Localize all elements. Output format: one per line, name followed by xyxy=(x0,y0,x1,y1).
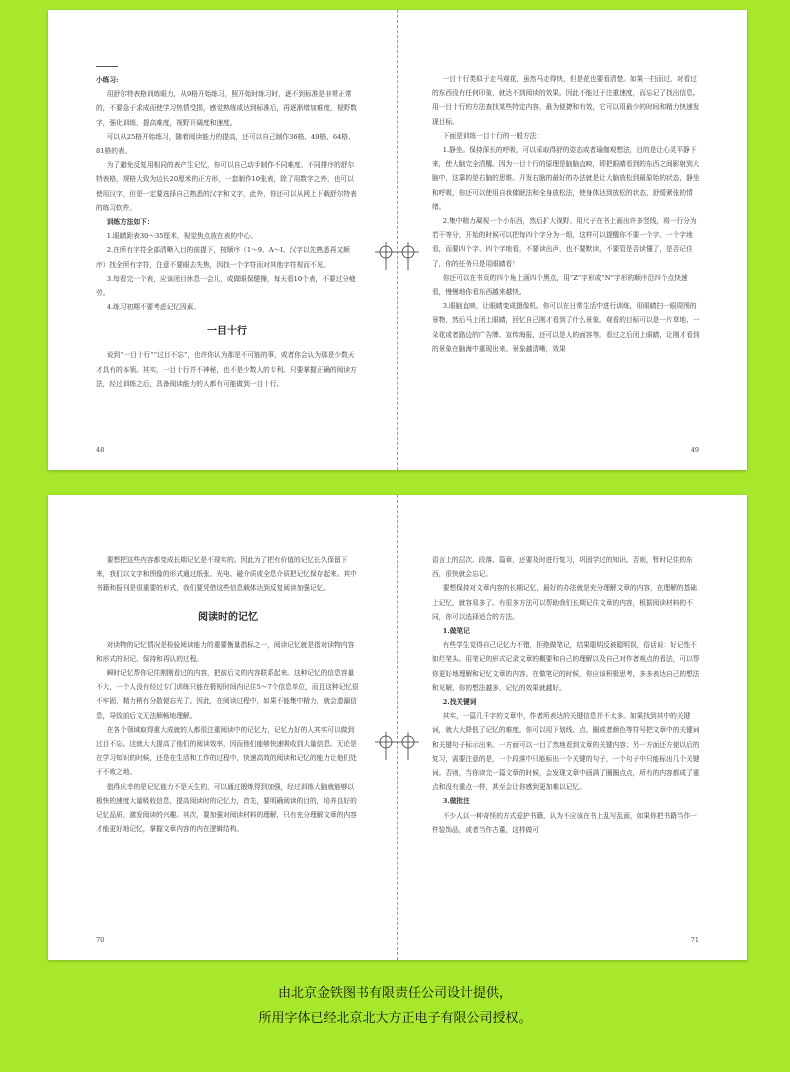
page-number: 49 xyxy=(690,446,699,454)
method-step-1: 1.静坐。保持深长的呼吸，可以采取得舒的姿态或者瑜伽观想法，目的是让心灵平静下来，使大脑完全清醒。因为一目十行的原理是脑脑直映，即把眼睛看到的东西之间影射到大脑中，这靠的是右脑的思维。开发右脑的最好的办法就是让大脑放松到最原始的状态，静坐和呼吸，你还可以使用自我催眠法和全身放松法，使身体达到放松的状态，舒缓紧张的情绪。 xyxy=(432,146,700,211)
page-48 xyxy=(48,10,397,470)
annotate-paragraph: 不少人以一种奇怪的方式爱护书籍，认为不应该在书上乱写乱画，如果你把书籍当作一件装饰品，或者当作古董，这样做可 xyxy=(432,811,697,834)
section-heading: 一目十行 xyxy=(207,326,247,338)
practice-para-1: 用舒尔特表格训练眼力，从9格开始练习，照开始时练习时，逐不到标准是非常正常的，不要急于求成而使学习热情受损，感觉熟练或达到标准后，再逐渐增加难度，视野数字，强化训练，提高难度，视野开阔度和速度。 xyxy=(96,90,357,127)
practice-para-2: 可以从25格开始练习，随着阅读能力的提高，还可以自己制作36格、49格、64格、81格的表。 xyxy=(96,132,355,156)
divider xyxy=(96,66,118,67)
intro-paragraph: 语言上的层次、段落、篇章，还要及时进行复习，巩固学过的知识。否则，暂时记住的东西，很快就会忘记。 xyxy=(432,556,693,579)
body-paragraph-3: 在各个领域取得重大成就的人都很注重阅读中的记忆力，记忆力好的人其实可以做到过目不忘。这就大大提高了他们的阅读效率，因而他们能够快速吸收到大量信息。无论是在学习知识的时候，还是在生活和工作的过程中，快速高效的阅读和记忆的能力让他们处于不败之地。 xyxy=(96,725,357,777)
page-70-content xyxy=(96,553,360,836)
method-step-3: 3.眼脑直映，让眼睛变成摄像机。你可以在日常生活中进行训练，用眼睛扫一眼周围的景物，然后马上闭上眼睛，回忆自己刚才看到了什么景象。观看的目标可以是一片草地、一朵花或者路边的广告牌、宣传海报，还可以是人的面容等。看过之后闭上眼睛，让刚才看到的景象在脑海中重现出来。景象越清晰，效果 xyxy=(432,302,700,353)
page-48-content xyxy=(96,66,358,391)
method-item-2: 2.在所有字符全部清晰入目的前提下，按顺序（1～9、A～I、汉字以先熟悉再又顺序）找全所有字符，注意不要眼去失焦，因找一个字符而对其他字符视而不见。 xyxy=(96,246,350,269)
subheading-keywords: 2.找关键词 xyxy=(442,698,477,707)
intro-paragraph: 要想把这些内容都变成长期记忆是不现实的。因此为了把有价值的记忆长久保留下来，我们以文字和图像的形式通过纸张、光电、磁介质或全息介质把记忆保存起来。其中书籍和报刊是很重要的形式，我们要凭借这些信息载体达到反复阅读加强记忆。 xyxy=(96,556,357,593)
method-title: 训练方法如下： xyxy=(106,218,154,227)
page-number: 48 xyxy=(96,446,105,454)
page-number: 71 xyxy=(690,936,699,944)
body-paragraph-1: 对读物的记忆情况是检验阅读能力的重要衡量指标之一，阅读记忆就是指对读物内容和形式的识记、保持和再认的过程。 xyxy=(96,640,355,663)
method-step-note: 你还可以在书页的四个角上画四个黑点，用“Z”字形或“N”字形的顺序沿四个点快速看，慢慢地你看东西越来越快。 xyxy=(432,273,688,297)
section-heading: 阅读时的记忆 xyxy=(198,611,258,623)
page-number: 70 xyxy=(96,936,105,944)
page-70 xyxy=(48,495,397,960)
method-item-3: 3.每看完一个表，应该闭目休息一会儿，或做眼保健操，每天看10个表，不要过分疲劳。 xyxy=(96,274,356,298)
page-71-content xyxy=(432,553,700,837)
practice-para-3: 为了避免反复用相同的表产生记忆，你可以自己动手制作不同难度、不同排序的舒尔特表格，规格大致为边长20厘米的正方形，一套制作10张表，除了用数字之外，也可以使用汉字，但是一定要选择自己熟悉的汉字和文字，此外，你还可以从网上下载舒尔特表的练习软件。 xyxy=(96,161,357,212)
page-49 xyxy=(398,10,747,470)
intro-paragraph: 一目十行类似于走马观花，虽然马走得快，但是花也要看清楚。如果一扫而过，对看过的东西没有任何印象，就达不到阅读的效果。因此不能过于注重速度，而忘记了找出信息。用一目十行的方法查找某些特定内容，最为便捷和有效，它可以用最少的时间和精力快速发现目标。 xyxy=(432,75,700,126)
page-71 xyxy=(398,495,747,960)
practice-title: 小练习: xyxy=(96,76,119,84)
spread-pages-48-49 xyxy=(48,10,747,470)
method-item-1: 1.眼睛距表30～35厘米，视觉焦点放在表的中心。 xyxy=(106,232,258,241)
take-notes-paragraph: 有些学生觉得自己记忆力不错，拒绝做笔记，结果聪明反被聪明误，俗话说：好记性不如烂笔头。用笔记的形式记录文章的概要和自己的理解以及自己对作者观点的看法，可以帮你更好地理解和记忆文章的内容。在做笔记的时候，你应该积极思考，多多表达自己的想法和见解，你的想法越多，记忆的效果就越好。 xyxy=(432,641,700,692)
keywords-paragraph: 其实，一篇几千字的文章中，作者所表达的关键信息并不太多。如果找到其中的关键词，就大大降低了记忆的难度。你可以用下划线、点、圈或者颜色等符号把文章中的关键词和关键句子标示出来。一方面可以一目了然地看到文章的关键内容；另一方面还方便以后的复习，需要注意的是，一个段落中只能标出一个关键的句子，一个句子中只能标出几个关键词。否则，当你读完一篇文章的时候，会发现文章中画满了圈圈点点，所有的内容都成了重点和没有重点一样，甚至会让你感到更加难以记忆。 xyxy=(432,712,700,792)
subheading-take-notes: 1.做笔记 xyxy=(442,627,470,636)
lead-paragraph: 下面是训练一目十行的一般方法： xyxy=(442,131,544,140)
spread-pages-70-71 xyxy=(48,495,747,960)
body-paragraph: 要想保持对文章内容的长期记忆，最好的办法就是充分理解文章的内容，在理解的基础上记忆，就容易多了。有很多方法可以帮助我们长期记住文章的内容，根据阅读材料的不同，你可以选择适合的方法。 xyxy=(432,584,697,621)
body-paragraph-2: 瞬时记忆帮你记住刚刚看过的内容，把前后文的内容联系起来。这种记忆的信息容量不大，一个人没有经过专门训练只能在极短时间内记住5～7个信息单位，而且这种记忆很不牢固，精力稍有分散便忘光了。因此，在阅读过程中，如果不能集中精力，就会遗漏信息，导致前后文无法顺畅地理解。 xyxy=(96,669,359,720)
method-item-4: 4.练习初期不要考虑记忆因素。 xyxy=(106,303,201,312)
page-49-content xyxy=(432,72,700,356)
body-paragraph: 说到“一目十行”“过目不忘”，也许你认为那是不可能的事，或者你会认为那是少数天才具有的本领。其实，一目十行并不神秘，也不是少数人的专利。只要掌握正确的阅读方法，经过训练之后，具备阅读能力的人都有可能做到一目十行。 xyxy=(96,351,357,388)
credit-line-2: 所用字体已经北京北大方正电子有限公司授权。 xyxy=(258,1011,532,1026)
credit-line-1: 由北京金铁图书有限责任公司设计提供， xyxy=(277,986,512,1001)
method-step-2: 2.集中精力凝视一个小东西，然后扩大视野。用尺子在书上画出许多竖线，将一行分为若干等分，开始的时候可以把每四个字分为一组，这样可以提醒你不要一个字、一个字地看，而要四个字、四个字地看，不要读出声，也不要默读，不要管是否读懂了，是否记住了，你的任务只是用眼睛看！ xyxy=(432,217,697,268)
subheading-annotate: 3.做批注 xyxy=(442,797,470,806)
body-paragraph-4: 值得庆幸的是记忆能力不是天生的，可以通过锻炼得到加强，经过训练大脑就能够以极快的速度大量吸收信息，提高阅读时的记忆力，首先，要明确阅读的目的，培养良好的记忆品质，激发阅读的兴趣。其次，要加强对阅读材料的理解，只有充分理解文章的内容才能更好地记忆，掌握文章内容的内在逻辑结构。 xyxy=(96,782,357,834)
